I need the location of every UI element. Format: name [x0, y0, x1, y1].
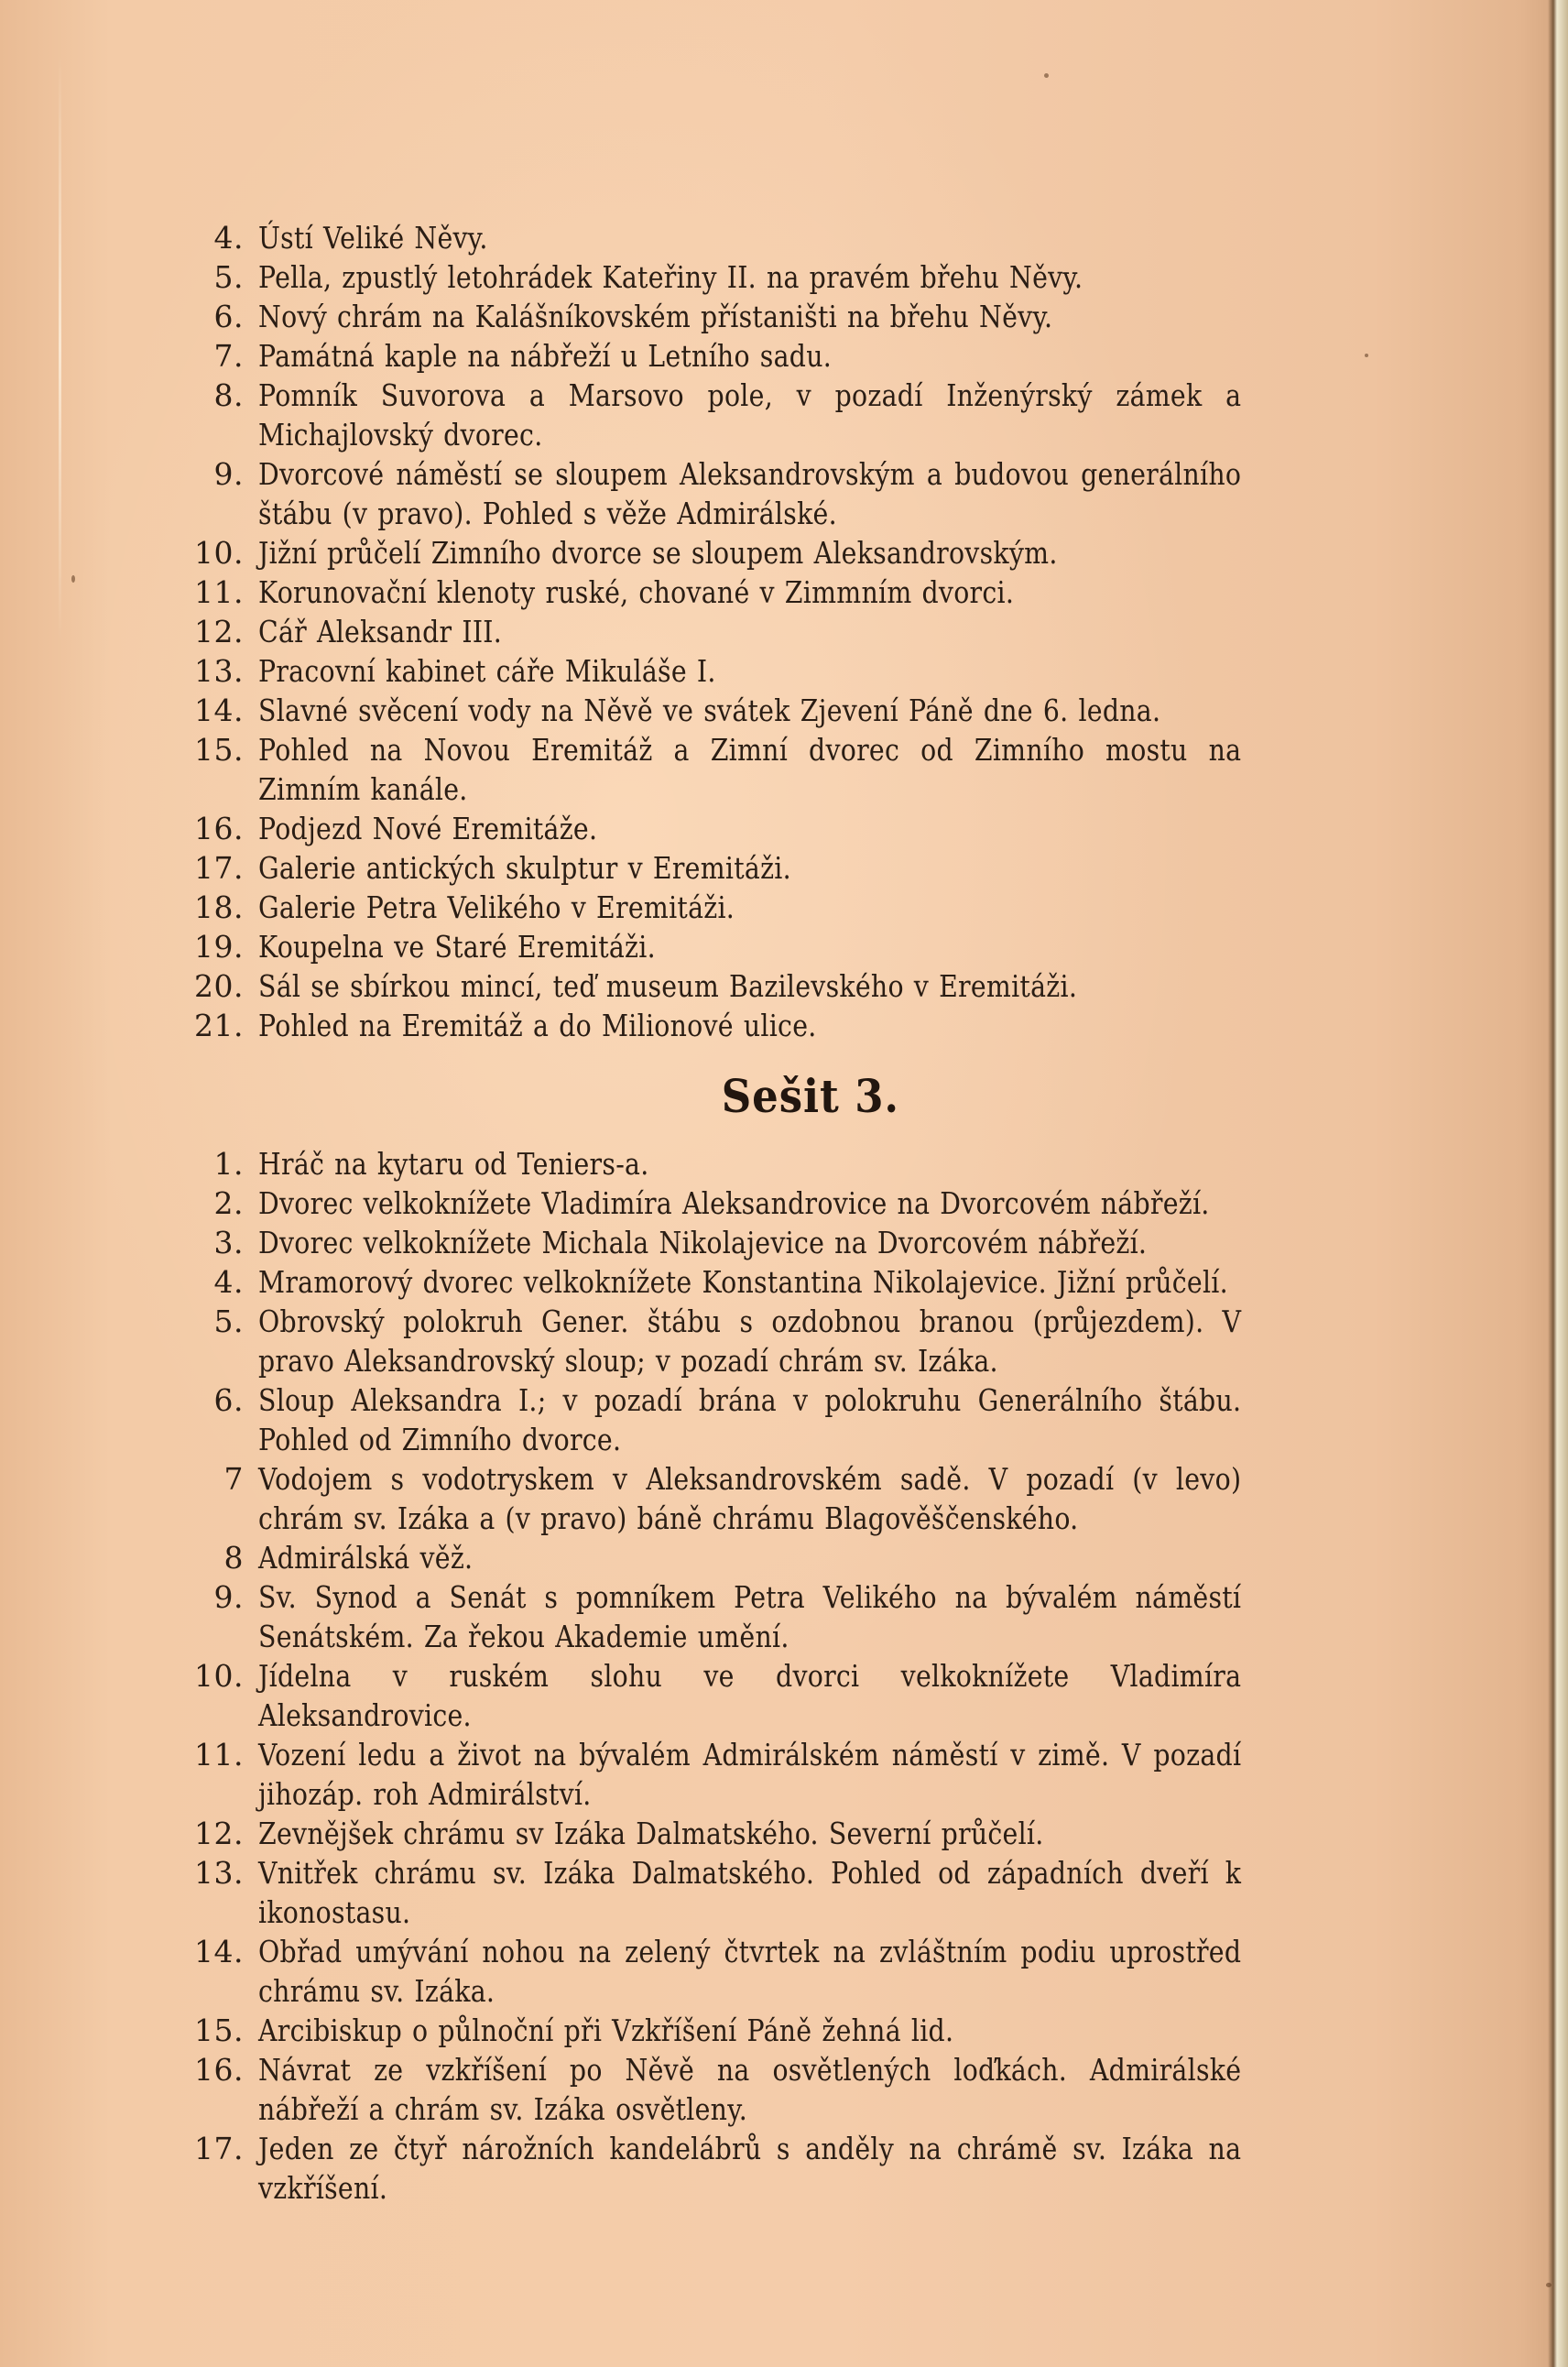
- item-text: Pracovní kabinet cáře Mikuláše I.: [258, 653, 716, 689]
- item-number: 19.: [194, 929, 244, 965]
- item-text: Obřad umývání nohou na zelený čtvrtek na zvláštním podiu uprostřed chrámu sv. Izáka.: [258, 1934, 1242, 2009]
- list-item: [183, 2011, 1401, 2050]
- item-text: Podjezd Nové Eremitáže.: [258, 811, 598, 846]
- item-number: 9.: [213, 456, 244, 492]
- item-text: Arcibiskup o půlnoční při Vzkříšení Páně žehná lid.: [258, 2012, 954, 2048]
- list-item: [183, 1656, 1401, 1735]
- list-item: [183, 1144, 1401, 1184]
- item-number: 10.: [194, 1658, 244, 1694]
- list-item: [183, 1262, 1401, 1302]
- item-number: 2.: [213, 1185, 244, 1221]
- list-item: [183, 1735, 1401, 1814]
- item-text: Koupelna ve Staré Eremitáži.: [258, 929, 656, 965]
- list-item: [183, 336, 1401, 376]
- item-number: 3.: [213, 1225, 244, 1260]
- list-item: [183, 730, 1401, 809]
- item-number: 5.: [213, 1303, 244, 1339]
- item-number: 4.: [213, 1264, 244, 1300]
- item-text: Jižní průčelí Zimního dvorce se sloupem Aleksandrovským.: [258, 535, 1058, 571]
- item-text: Vození ledu a život na bývalém Admirálském náměstí v zimě. V pozadí jihozáp. roh Admirálství.: [258, 1737, 1242, 1812]
- item-text: Sloup Aleksandra I.; v pozadí brána v polokruhu Generálního štábu. Pohled od Zimního dvorce.: [258, 1382, 1242, 1457]
- list-item: [183, 2050, 1401, 2129]
- item-number: 12.: [194, 1816, 244, 1851]
- item-number: 12.: [194, 614, 244, 649]
- item-number: 15.: [194, 732, 244, 768]
- item-text: Pella, zpustlý letohrádek Kateřiny II. na pravém břehu Něvy.: [258, 259, 1083, 295]
- item-number: 17.: [194, 2131, 244, 2166]
- paper-fold-mark: [59, 55, 61, 641]
- paper-speck: [71, 575, 75, 583]
- section-heading: [183, 1069, 1401, 1124]
- list-item: [183, 1853, 1401, 1932]
- item-text: Sv. Synod a Senát s pomníkem Petra Velikého na bývalém náměstí Senátském. Za řekou Akademie umění.: [258, 1579, 1242, 1654]
- list-item: [183, 376, 1401, 454]
- list-item: [183, 1538, 1401, 1577]
- list-of-illustrations: [183, 218, 1401, 2208]
- item-number: 11.: [194, 1737, 244, 1773]
- list-item: [183, 533, 1401, 573]
- list-item: [183, 612, 1401, 651]
- item-text: Pomník Suvorova a Marsovo pole, v pozadí Inženýrský zámek a Michajlovský dvorec.: [258, 377, 1242, 453]
- item-text: Jídelna v ruském slohu ve dvorci velkoknížete Vladimíra Aleksandrovice.: [258, 1658, 1242, 1733]
- list-item: [183, 454, 1401, 533]
- list-item: [183, 1006, 1401, 1045]
- list-item: [183, 1932, 1401, 2011]
- list-item: [183, 966, 1401, 1006]
- list-item: [183, 888, 1401, 927]
- list-item: [183, 257, 1401, 297]
- item-text: Cář Aleksandr III.: [258, 614, 503, 649]
- list-item: [183, 651, 1401, 691]
- list-item: [183, 1184, 1401, 1223]
- item-number: 14.: [194, 1934, 244, 1969]
- item-number: 1.: [213, 1146, 244, 1182]
- paper-speck: [1546, 2283, 1552, 2287]
- list-item: [183, 1577, 1401, 1656]
- item-number: 6.: [213, 1382, 244, 1418]
- list-item: [183, 218, 1401, 257]
- list-item: [183, 1814, 1401, 1853]
- list-item: [183, 809, 1401, 848]
- item-text: Ústí Veliké Něvy.: [258, 220, 488, 256]
- list-item: [183, 2129, 1401, 2208]
- list-item: [183, 691, 1401, 730]
- list-item: [183, 1459, 1401, 1538]
- item-number: 9.: [213, 1579, 244, 1615]
- item-text: Návrat ze vzkříšení po Něvě na osvětlených loďkách. Admirálské nábřeží a chrám sv. Izáka osvětleny.: [258, 2052, 1242, 2127]
- item-text: Vnitřek chrámu sv. Izáka Dalmatského. Pohled od západních dveří k ikonostasu.: [258, 1855, 1242, 1930]
- item-number: 13.: [194, 1855, 244, 1891]
- item-number: 6.: [213, 299, 244, 334]
- section-2-list: [183, 218, 1401, 1045]
- item-number: 10.: [194, 535, 244, 571]
- section-heading-text: Sešit 3.: [721, 1069, 900, 1123]
- item-text: Galerie antických skulptur v Eremitáži.: [258, 850, 791, 886]
- item-number: 18.: [194, 889, 244, 925]
- item-text: Dvorec velkoknížete Michala Nikolajevice na Dvorcovém nábřeží.: [258, 1225, 1148, 1260]
- item-number: 8.: [213, 377, 244, 413]
- item-text: Admirálská věž.: [258, 1540, 474, 1576]
- item-number: 7: [223, 1461, 244, 1497]
- item-text: Vodojem s vodotryskem v Aleksandrovském sadě. V pozadí (v levo) chrám sv. Izáka a (v pravo) báně chrámu Blagověščenského.: [258, 1461, 1242, 1536]
- list-item: [183, 1302, 1401, 1380]
- item-text: Mramorový dvorec velkoknížete Konstantina Nikolajevice. Jižní průčelí.: [258, 1264, 1228, 1300]
- paper-speck: [1044, 73, 1049, 78]
- item-text: Jeden ze čtyř nárožních kandelábrů s anděly na chrámě sv. Izáka na vzkříšení.: [258, 2131, 1242, 2206]
- item-text: Pohled na Eremitáž a do Milionové ulice.: [258, 1008, 817, 1043]
- item-text: Korunovační klenoty ruské, chované v Zimmním dvorci.: [258, 574, 1015, 610]
- item-text: Památná kaple na nábřeží u Letního sadu.: [258, 338, 833, 374]
- item-number: 7.: [213, 338, 244, 374]
- list-item: [183, 848, 1401, 888]
- item-number: 21.: [194, 1008, 244, 1043]
- item-number: 15.: [194, 2012, 244, 2048]
- item-text: Zevnějšek chrámu sv Izáka Dalmatského. Severní průčelí.: [258, 1816, 1044, 1851]
- item-number: 8: [223, 1540, 244, 1576]
- item-text: Pohled na Novou Eremitáž a Zimní dvorec od Zimního mostu na Zimním kanále.: [258, 732, 1242, 807]
- item-number: 16.: [194, 2052, 244, 2088]
- list-item: [183, 1380, 1401, 1459]
- item-text: Dvorcové náměstí se sloupem Aleksandrovským a budovou generálního štábu (v pravo). Pohled s věže Admirálské.: [258, 456, 1242, 531]
- item-text: Obrovský polokruh Gener. štábu s ozdobnou branou (průjezdem). V pravo Aleksandrovský sloup; v pozadí chrám sv. Izáka.: [258, 1303, 1242, 1379]
- item-text: Dvorec velkoknížete Vladimíra Aleksandrovice na Dvorcovém nábřeží.: [258, 1185, 1210, 1221]
- item-number: 14.: [194, 693, 244, 728]
- list-item: [183, 297, 1401, 336]
- item-number: 13.: [194, 653, 244, 689]
- list-item: [183, 927, 1401, 966]
- item-text: Galerie Petra Velikého v Eremitáži.: [258, 889, 735, 925]
- item-number: 5.: [213, 259, 244, 295]
- item-number: 17.: [194, 850, 244, 886]
- item-number: 16.: [194, 811, 244, 846]
- item-text: Slavné svěcení vody na Něvě ve svátek Zjevení Páně dne 6. ledna.: [258, 693, 1161, 728]
- item-text: Sál se sbírkou mincí, teď museum Bazilevského v Eremitáži.: [258, 968, 1078, 1004]
- item-number: 20.: [194, 968, 244, 1004]
- item-number: 4.: [213, 220, 244, 256]
- section-3-list: [183, 1144, 1401, 2208]
- list-item: [183, 1223, 1401, 1262]
- item-text: Hráč na kytaru od Teniers-a.: [258, 1146, 649, 1182]
- item-text: Nový chrám na Kalášníkovském přístaništi na břehu Něvy.: [258, 299, 1053, 334]
- item-number: 11.: [194, 574, 244, 610]
- list-item: [183, 573, 1401, 612]
